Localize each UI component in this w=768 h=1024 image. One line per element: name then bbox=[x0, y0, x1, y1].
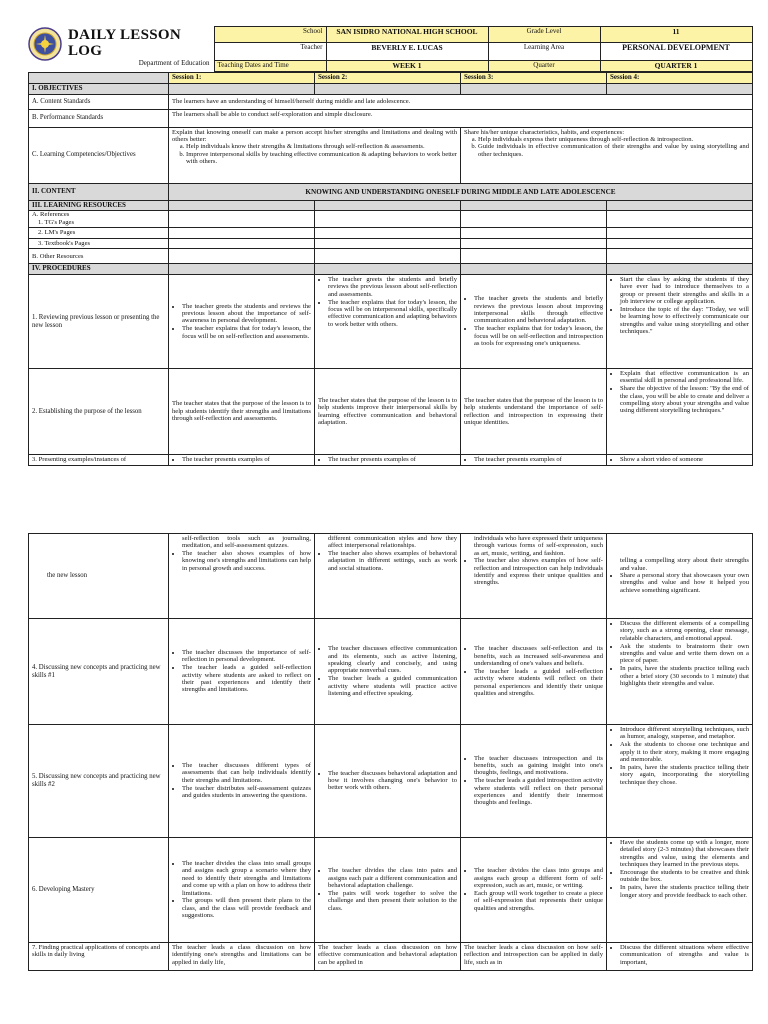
procedure-4-label: 4. Discussing new concepts and practicing new skills #1 bbox=[29, 619, 169, 725]
procedure-2-session-1: The teacher states that the purpose of the lesson is to help students identify their strengths and limitations through self-reflection and assessments. bbox=[169, 369, 315, 455]
procedure-1-session-2 bbox=[315, 275, 461, 369]
list-item: • The teacher discusses effective communication and its elements, such as active listening, speaking clearly and concisely, and using appropriate nonverbal cues. bbox=[328, 645, 457, 675]
content-standards-text: The learners have an understanding of himself/herself during middle and late adolescence. bbox=[169, 94, 753, 109]
procedure-6-session-4 bbox=[607, 838, 753, 943]
references-label: A. References bbox=[32, 211, 70, 219]
performance-standards-label: B. Performance Standards bbox=[29, 109, 169, 127]
week-value: WEEK 1 bbox=[326, 60, 488, 71]
content-standards-label: A. Content Standards bbox=[29, 94, 169, 109]
procedure-7-session-1: The teacher leads a class discussion on how identifying one's strengths and limitations can be applied in daily life, bbox=[169, 943, 315, 971]
list-item: • Discuss the different elements of a compelling story, such as a strong opening, clear message, relatable characters, and emotional appeal. bbox=[620, 620, 749, 642]
list-item: • The teacher discusses introspection and its benefits, such as gaining insight into one's thoughts, feelings, and motivations. bbox=[474, 755, 603, 777]
list-item: • The teacher leads a guided introspection activity where students will reflect on their personal experiences and identify their innermost thoughts and feelings. bbox=[474, 777, 603, 807]
list-item: • In pairs, have the students practice telling their longer story and provide feedback to each other. bbox=[620, 884, 749, 899]
lesson-table-1 bbox=[28, 72, 753, 466]
procedure-6-session-2 bbox=[315, 838, 461, 943]
list-item: • The teacher also shows examples of how self-reflection and introspection can help individuals identify and express their unique qualities and strengths. bbox=[474, 557, 603, 587]
objectives-heading: I. OBJECTIVES bbox=[29, 83, 169, 94]
list-item: • The teacher explains that for today's lesson, the focus will be on self-reflection and introspection as tools for expressing one's uniqueness. bbox=[474, 325, 603, 347]
procedure-1-session-3 bbox=[461, 275, 607, 369]
procedure-5-session-1 bbox=[169, 725, 315, 838]
document-title: DAILY LESSON LOG bbox=[68, 26, 181, 60]
list-item: • The teacher explains that for today's lesson, the focus will be on interpersonal skills, specifically effective communication and adapting behaviors to work better with others. bbox=[328, 299, 457, 329]
procedure-5-session-2 bbox=[315, 725, 461, 838]
list-item: • The teacher discusses behavioral adaptation and how it involves changing one's behavior to better work with others. bbox=[328, 770, 457, 792]
procedure-1-label: 1. Reviewing previous lesson or presenting the new lesson bbox=[29, 275, 169, 369]
list-item: • Ask the students to choose one technique and apply it to their story, making it more engaging and memorable. bbox=[620, 741, 749, 763]
list-item: • The teacher leads a guided communication activity where students will practice active listening and effective speaking. bbox=[328, 675, 457, 697]
deped-logo bbox=[28, 27, 68, 72]
list-item: • Share the objective of the lesson: "By the end of the class, you will be able to create and deliver a compelling story about your strengths and value using different storytelling techniques." bbox=[620, 385, 749, 415]
competencies-left bbox=[169, 127, 461, 183]
list-item: • Ask the students to brainstorm their own strengths and value and write them down on a piece of paper. bbox=[620, 643, 749, 665]
list-item: • The teacher discusses the importance of self-reflection in personal development. bbox=[182, 649, 311, 664]
procedure-2-session-3: The teacher states that the purpose of the lesson is to help students understand the importance of self-reflection and introspection in expressing their unique identities. bbox=[461, 369, 607, 455]
procedure-5-session-4 bbox=[607, 725, 753, 838]
list-item: • Start the class by asking the students if they have ever had to introduce themselves to a group or present their strengths and skills in a job interview or college application. bbox=[620, 276, 749, 306]
session-1-header: Session 1: bbox=[169, 72, 315, 83]
list-item: • Introduce different storytelling techniques, such as humor, analogy, suspense, and metaphor. bbox=[620, 726, 749, 741]
procedure-3-session-1 bbox=[169, 534, 315, 619]
list-item: • The teacher presents examples of bbox=[182, 456, 311, 463]
deped-seal-icon bbox=[28, 27, 62, 61]
list-item: • The teacher greets the students and reviews the previous lesson about the importance of self-awareness in personal development. bbox=[182, 303, 311, 325]
procedure-4-session-1 bbox=[169, 619, 315, 725]
quarter-value: QUARTER 1 bbox=[600, 60, 752, 71]
list-item: • The teacher discusses different types of assessments that can help individuals identify their strengths and limitations. bbox=[182, 762, 311, 784]
list-item: • Have the students come up with a longer, more detailed story (2-3 minutes) that showcases their strengths and value, using the elements and techniques they learned in the previous steps. bbox=[620, 839, 749, 869]
procedure-7-session-4 bbox=[607, 943, 753, 971]
resources-heading: III. LEARNING RESOURCES bbox=[29, 200, 169, 211]
list-item: • The teacher divides the class into small groups and assigns each group a scenario where they need to identify their strengths and limitations and come up with a plan on how to address their limitations. bbox=[182, 860, 311, 897]
competency-item: a. Help individuals know their strengths & limitations through self-reflection & assessments. bbox=[186, 143, 457, 150]
competencies-right bbox=[461, 127, 753, 183]
procedure-3-session-4 bbox=[607, 534, 753, 619]
procedure-2-session-2: The teacher states that the purpose of the lesson is to help students improve their interpersonal skills by learning effective communication and behavioral adaptation. bbox=[315, 369, 461, 455]
competencies-right-list bbox=[464, 136, 749, 158]
list-item: • Discuss the different situations where effective communication of strengths and value is important, bbox=[620, 944, 749, 966]
continued-text: self-reflection tools such as journaling, meditation, and self-assessment quizzes. bbox=[182, 535, 311, 550]
procedure-1-session-4 bbox=[607, 275, 753, 369]
list-item: • Introduce the topic of the day: "Today, we will be learning how to effectively communicate our strengths and value using storytelling and other techniques." bbox=[620, 306, 749, 336]
list-item: • Explain that effective communication is an essential skill in personal and professional life. bbox=[620, 370, 749, 385]
competency-item: a. Help individuals express their uniqueness through self-reflection & introspection. bbox=[478, 136, 749, 143]
competency-item: b. Guide individuals in effective communication of their strengths and value by using storytelling and other techniques. bbox=[478, 143, 749, 158]
list-item: • The teacher greets the students and briefly reviews the previous lesson about self-reflection and assessments. bbox=[328, 276, 457, 298]
list-item: • The teacher leads a guided self-reflection activity where students will reflect on their personal experiences and identify their unique qualities and strengths. bbox=[474, 668, 603, 698]
continued-text: different communication styles and how they affect interpersonal relationships. bbox=[328, 535, 457, 550]
procedure-3-label-cont: the new lesson bbox=[29, 534, 169, 619]
school-value: SAN ISIDRO NATIONAL HIGH SCHOOL bbox=[326, 27, 488, 43]
procedure-6-label: 6. Developing Mastery bbox=[29, 838, 169, 943]
tg-pages-label: 1. TG's Pages bbox=[38, 218, 75, 226]
area-label: Learning Area bbox=[488, 43, 600, 60]
area-value: PERSONAL DEVELOPMENT bbox=[600, 43, 752, 60]
competencies-left-list bbox=[172, 143, 457, 165]
list-item: • The teacher also shows examples of behavioral adaptation in different settings, such as work and social situations. bbox=[328, 550, 457, 572]
procedure-4-session-2 bbox=[315, 619, 461, 725]
lm-pages-label: 2. LM's Pages bbox=[29, 228, 169, 238]
session-4-header: Session 4: bbox=[607, 72, 753, 83]
list-item: • Each group will work together to create a piece of self-expression that represents their unique qualities and strengths. bbox=[474, 890, 603, 912]
list-item: • The teacher also shows examples of how knowing one's strengths and limitations can help in personal growth and success. bbox=[182, 550, 311, 572]
performance-standards-text: The learners shall be able to conduct self-exploration and simple disclosure. bbox=[169, 109, 753, 127]
other-resources-label: B. Other Resources bbox=[29, 249, 169, 264]
content-topic: KNOWING AND UNDERSTANDING ONESELF DURING MIDDLE AND LATE ADOLESCENCE bbox=[169, 183, 753, 200]
dates-label: Teaching Dates and Time bbox=[214, 60, 326, 71]
list-item: • The teacher explains that for today's lesson, the focus will be on self-reflection and assessments. bbox=[182, 325, 311, 340]
procedure-3-session-3 bbox=[461, 534, 607, 619]
lesson-table-2 bbox=[28, 533, 753, 971]
lesson-log-page-2 bbox=[28, 533, 752, 1024]
session-2-header: Session 2: bbox=[315, 72, 461, 83]
header-table bbox=[28, 26, 753, 72]
procedure-2-label: 2. Establishing the purpose of the lesson bbox=[29, 369, 169, 455]
list-item: • Show a short video of someone bbox=[620, 456, 749, 463]
procedure-3-session-2 bbox=[315, 534, 461, 619]
procedure-4-session-4 bbox=[607, 619, 753, 725]
list-item: • In pairs, have the students practice telling each other a brief story (30 seconds to 1 minute) that highlights their strengths and value. bbox=[620, 665, 749, 687]
list-item: • The teacher distributes self-assessment quizzes and guides students in answering the questions. bbox=[182, 785, 311, 800]
list-item: • The teacher discusses self-reflection and its benefits, such as increased self-awareness and understanding of one's values and beliefs. bbox=[474, 645, 603, 667]
teacher-label: Teacher bbox=[214, 43, 326, 60]
competencies-left-intro: Explain that knowing oneself can make a person accept his/her strengths and limitations and dealing with others better: bbox=[172, 128, 457, 144]
procedure-7-session-2: The teacher leads a class discussion on how effective communication and behavioral adaptation can be applied in bbox=[315, 943, 461, 971]
competency-item: b. Improve interpersonal skills by teaching effective communication & adapting behaviors to work better with others. bbox=[186, 151, 457, 166]
list-item: • The pairs will work together to solve the challenge and then present their solution to the class. bbox=[328, 890, 457, 912]
grade-value: 11 bbox=[600, 27, 752, 43]
list-item: • The teacher leads a guided self-reflection activity where students are asked to reflect on their past experiences and identify their strengths and limitations. bbox=[182, 664, 311, 694]
continued-text: telling a compelling story about their strengths and value. bbox=[620, 557, 749, 572]
procedure-7-session-3: The teacher leads a class discussion on how self-reflection and introspection can be applied in daily life, such as in bbox=[461, 943, 607, 971]
quarter-label: Quarter bbox=[488, 60, 600, 71]
procedure-1-session-1 bbox=[169, 275, 315, 369]
list-item: • Share a personal story that showcases your own strengths and value and how it helped you achieve something significant. bbox=[620, 572, 749, 594]
procedure-6-session-3 bbox=[461, 838, 607, 943]
procedure-5-label: 5. Discussing new concepts and practicing new skills #2 bbox=[29, 725, 169, 838]
competencies-label: C. Learning Competencies/Objectives bbox=[29, 127, 169, 183]
procedure-3-label: 3. Presenting examples/instances of bbox=[29, 455, 169, 466]
lesson-log-page-1 bbox=[28, 26, 752, 472]
textbook-pages-label: 3. Textbook's Pages bbox=[29, 238, 169, 248]
procedure-6-session-1 bbox=[169, 838, 315, 943]
list-item: • The groups will then present their plans to the class, and the class will provide feedback and suggestions. bbox=[182, 897, 311, 919]
list-item: • Encourage the students to be creative and think outside the box. bbox=[620, 869, 749, 884]
list-item: • The teacher divides the class into pairs and assigns each pair a different communication and behavioral adaptation challenge. bbox=[328, 867, 457, 889]
list-item: • The teacher divides the class into groups and assigns each group a different form of self-expression, such as art, music, or writing. bbox=[474, 867, 603, 889]
teacher-value: BEVERLY E. LUCAS bbox=[326, 43, 488, 60]
procedure-2-session-4 bbox=[607, 369, 753, 455]
school-label: School bbox=[214, 27, 326, 43]
procedure-4-session-3 bbox=[461, 619, 607, 725]
content-heading: II. CONTENT bbox=[29, 183, 169, 200]
procedure-5-session-3 bbox=[461, 725, 607, 838]
list-item: • The teacher presents examples of bbox=[474, 456, 603, 463]
procedure-7-label: 7. Finding practical applications of concepts and skills in daily living bbox=[29, 943, 169, 971]
grade-label: Grade Level bbox=[488, 27, 600, 43]
list-item: • In pairs, have the students practice telling their story again, incorporating the storytelling technique they chose. bbox=[620, 764, 749, 786]
list-item: • The teacher greets the students and briefly reviews the previous lesson about improving interpersonal skills through effective communication and behavioral adaptation. bbox=[474, 295, 603, 325]
department-name: Department of Education bbox=[138, 60, 210, 68]
continued-text: individuals who have expressed their uniqueness through various forms of self-expression, such as art, music, writing, and fashion. bbox=[474, 535, 603, 557]
competencies-right-intro: Share his/her unique characteristics, habits, and experiences: bbox=[464, 128, 625, 136]
list-item: • The teacher presents examples of bbox=[328, 456, 457, 463]
procedures-heading: IV. PROCEDURES bbox=[29, 264, 169, 275]
session-3-header: Session 3: bbox=[461, 72, 607, 83]
